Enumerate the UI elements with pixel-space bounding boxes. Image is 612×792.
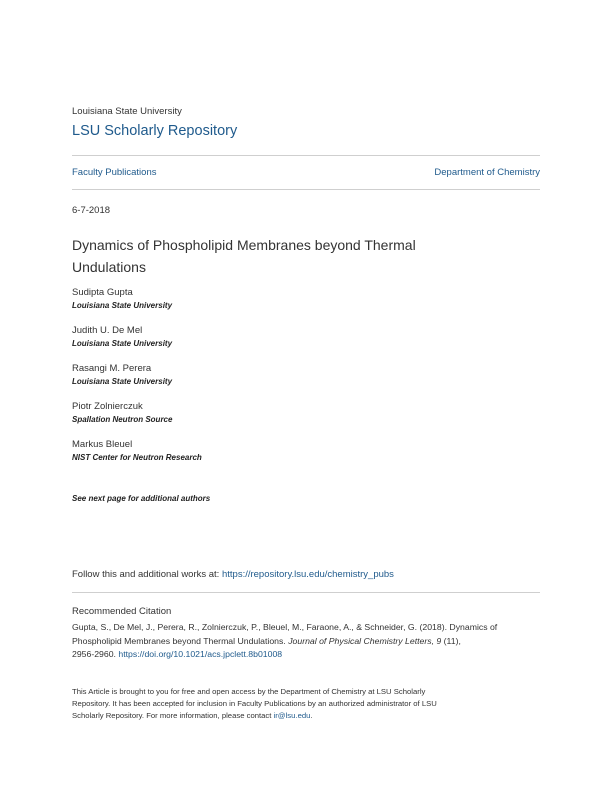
author-entry [72,363,202,401]
author-affiliation: Spallation Neutron Source [72,415,173,424]
author-affiliation: Louisiana State University [72,377,173,386]
top-divider [72,155,540,156]
collection-link[interactable]: https://repository.lsu.edu/chemistry_pubs [221,569,394,580]
author-entry [72,439,202,477]
author-name: Piotr Zolnierczuk [72,401,143,412]
citation-line-2 [72,635,540,649]
author-affiliation: NIST Center for Neutron Research [72,453,202,462]
paper-title-line-2: Undulations [72,259,146,275]
citation-text [72,621,540,662]
faculty-publications-link[interactable]: Faculty Publications [72,167,157,178]
citation-heading: Recommended Citation [72,606,172,617]
footer-notice [72,686,540,722]
department-link[interactable]: Department of Chemistry [434,167,540,178]
follow-line [72,569,394,580]
nav-divider [72,189,540,190]
institution-name: Louisiana State University [72,106,182,117]
footer-line-3 [72,710,540,722]
citation-journal: Journal of Physical Chemistry Letters, 9 [288,635,442,646]
doi-link[interactable]: https://doi.org/10.1021/acs.jpclett.8b01008 [118,649,283,659]
paper-title-line-1: Dynamics of Phospholipid Membranes beyond Thermal [72,237,416,253]
author-name: Markus Bleuel [72,439,133,450]
citation-divider [72,592,540,593]
author-name: Judith U. De Mel [72,325,143,336]
footer-period: . [310,711,313,720]
citation-pages: 2956-2960. [72,649,119,659]
author-entry [72,325,202,363]
footer-contact-text: Scholarly Repository. For more information, please contact [72,711,274,720]
citation-title-part: Phospholipid Membranes beyond Thermal Undulations. [72,635,289,646]
footer-line-1: This Article is brought to you for free and open access by the Department of Chemistry at LSU Scholarly [72,687,426,696]
author-name: Rasangi M. Perera [72,363,152,374]
footer-line-2: Repository. It has been accepted for inclusion in Faculty Publications by an authorized administrator of LSU [72,699,437,708]
additional-authors-note: See next page for additional authors [72,494,211,503]
citation-line-1: Gupta, S., De Mel, J., Perera, R., Zolnierczuk, P., Bleuel, M., Faraone, A., & Schneider, G. (2018). Dynamics of [72,622,498,632]
citation-line-3 [72,648,540,662]
author-affiliation: Louisiana State University [72,339,173,348]
follow-prefix: Follow this and additional works at: [72,569,222,580]
author-affiliation: Louisiana State University [72,301,173,310]
author-name: Sudipta Gupta [72,287,133,298]
author-entry [72,287,202,325]
repository-title[interactable]: LSU Scholarly Repository [72,123,238,139]
author-entry [72,401,202,439]
author-block [72,287,202,477]
contact-email-link[interactable]: ir@lsu.edu [273,711,311,720]
paper-title [72,234,416,278]
publication-date: 6-7-2018 [72,205,111,216]
citation-issue: (11), [441,635,461,646]
